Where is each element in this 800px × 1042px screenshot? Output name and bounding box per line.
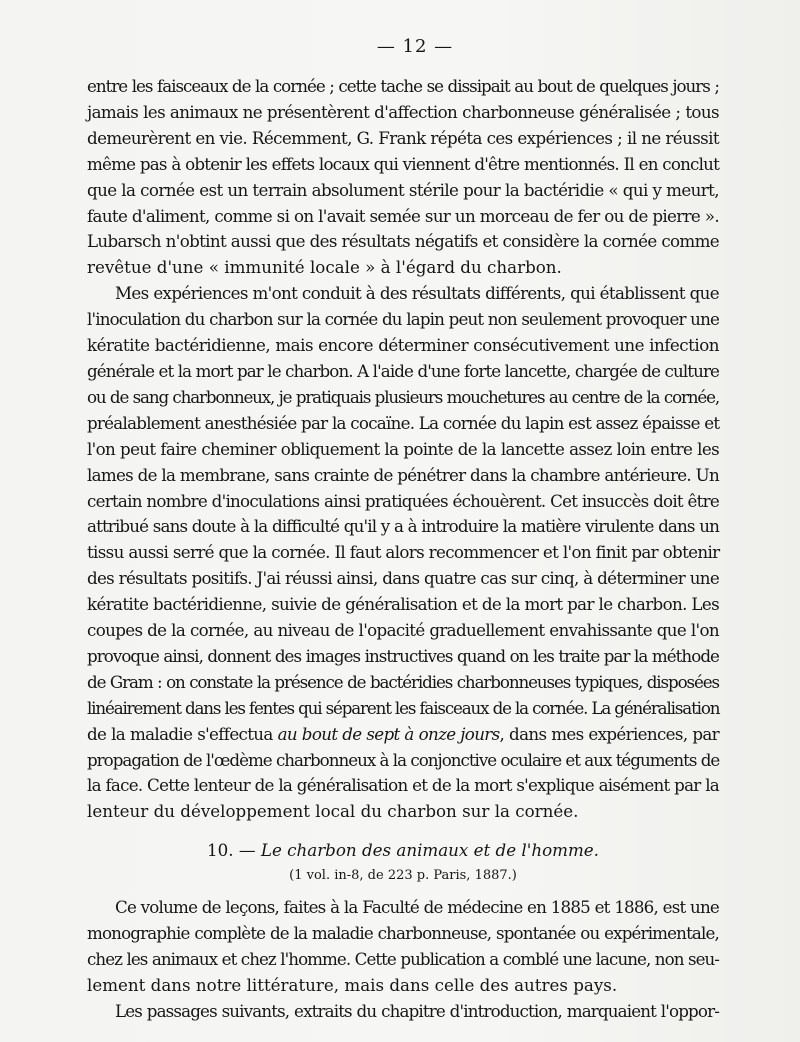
text-line: chez les animaux et chez l'homme. Cette publication a comblé une lacune, non seu- — [87, 949, 719, 970]
text-line: kératite bactéridienne, mais encore déterminer consécutivement une infection — [87, 335, 719, 356]
text-line: provoque ainsi, donnent des images instructives quand on les traite par la méthode — [87, 645, 719, 666]
text-line: kératite bactéridienne, suivie de généralisation et de la mort par le charbon. Les — [87, 594, 719, 615]
italic-phrase: au bout de sept à onze jours — [277, 723, 500, 744]
text-line: de Gram : on constate la présence de bactéridies charbonneuses typiques, disposées — [87, 671, 719, 692]
text-line: Mes expériences m'ont conduit à des résultats différents, qui établissent que — [115, 283, 719, 304]
text-line: attribué sans doute à la difficulté qu'il y a à introduire la matière virulente dans un — [87, 516, 719, 537]
text-line: Lubarsch n'obtint aussi que des résultats négatifs et considère la cornée comme — [87, 231, 719, 252]
text-line: que la cornée est un terrain absolument stérile pour la bactéridie « qui y meurt, — [87, 179, 719, 200]
paragraph-monograph — [87, 895, 719, 999]
text-segment: , dans mes expériences, par — [499, 723, 719, 744]
text-line: jamais les animaux ne présentèrent d'affection charbonneuse généralisée ; tous — [87, 101, 719, 122]
text-line: générale et la mort par le charbon. A l'aide d'une forte lancette, chargée de culture — [87, 360, 719, 381]
text-line: certain nombre d'inoculations ainsi pratiquées échouèrent. Cet insuccès doit être — [87, 490, 719, 511]
text-line: des résultats positifs. J'ai réussi ainsi, dans quatre cas sur cinq, à déterminer une — [87, 568, 719, 589]
text-line: ou de sang charbonneux, je pratiquais plusieurs mouchetures au centre de la cornée, — [87, 386, 719, 407]
paragraph-introduction — [87, 999, 719, 1025]
text-line: coupes de la cornée, au niveau de l'opacité graduellement envahissante que l'on — [87, 620, 719, 641]
text-line: Ce volume de leçons, faites à la Faculté de médecine en 1885 et 1886, est une — [115, 897, 719, 918]
text-line: la face. Cette lenteur de la généralisation et de la mort s'explique aisément par la — [87, 775, 719, 796]
body-text — [87, 74, 719, 1025]
text-line: propagation de l'œdème charbonneux à la conjonctive oculaire et aux téguments de — [87, 749, 720, 770]
section-subtitle: (1 vol. in-8, de 223 p. Paris, 1887.) — [289, 868, 517, 884]
text-line: l'inoculation du charbon sur la cornée du lapin peut non seulement provoquer une — [87, 309, 719, 330]
section-heading — [87, 838, 719, 863]
text-line: linéairement dans les fentes qui séparent les faisceaux de la cornée. La généralisation — [87, 697, 720, 718]
text-line-with-italic — [87, 722, 719, 748]
text-line: monographie complète de la maladie charbonneuse, spontanée ou expérimentale, — [87, 923, 719, 944]
text-line: Les passages suivants, extraits du chapitre d'introduction, marquaient l'oppor- — [115, 1000, 719, 1021]
text-line: lement dans notre littérature, mais dans celle des autres pays. — [87, 975, 618, 995]
text-line: entre les faisceaux de la cornée ; cette tache se dissipait au bout de quelques jours ; — [87, 76, 719, 96]
text-line: faute d'aliment, comme si on l'avait semée sur un morceau de fer ou de pierre ». — [87, 205, 720, 226]
section-title: Le charbon des animaux et de l'homme. — [260, 840, 599, 861]
text-segment: de la maladie s'effectua — [87, 723, 278, 744]
text-line: lenteur du développement local du charbon sur la cornée. — [87, 801, 579, 822]
text-line: demeurèrent en vie. Récemment, G. Frank répéta ces expériences ; il ne réussit — [87, 127, 719, 148]
text-line: tissu aussi serré que la cornée. Il faut alors recommencer et l'on finit par obtenir — [87, 542, 720, 563]
paragraph-experiments — [87, 281, 719, 825]
text-line: l'on peut faire cheminer obliquement la pointe de la lancette assez loin entre les — [87, 438, 719, 459]
text-line: préalablement anesthésiée par la cocaïne. La cornée du lapin est assez épaisse et — [87, 412, 720, 433]
page-number: — 12 — — [376, 36, 454, 57]
section-number: 10. — — [207, 840, 261, 861]
paragraph-continuation — [87, 74, 719, 281]
text-line: revêtue d'une « immunité locale » à l'égard du charbon. — [87, 257, 562, 278]
text-line: même pas à obtenir les effets locaux qui viennent d'être mentionnés. Il en conclut — [87, 153, 719, 174]
text-line: lames de la membrane, sans crainte de pénétrer dans la chambre antérieure. Un — [87, 464, 720, 485]
